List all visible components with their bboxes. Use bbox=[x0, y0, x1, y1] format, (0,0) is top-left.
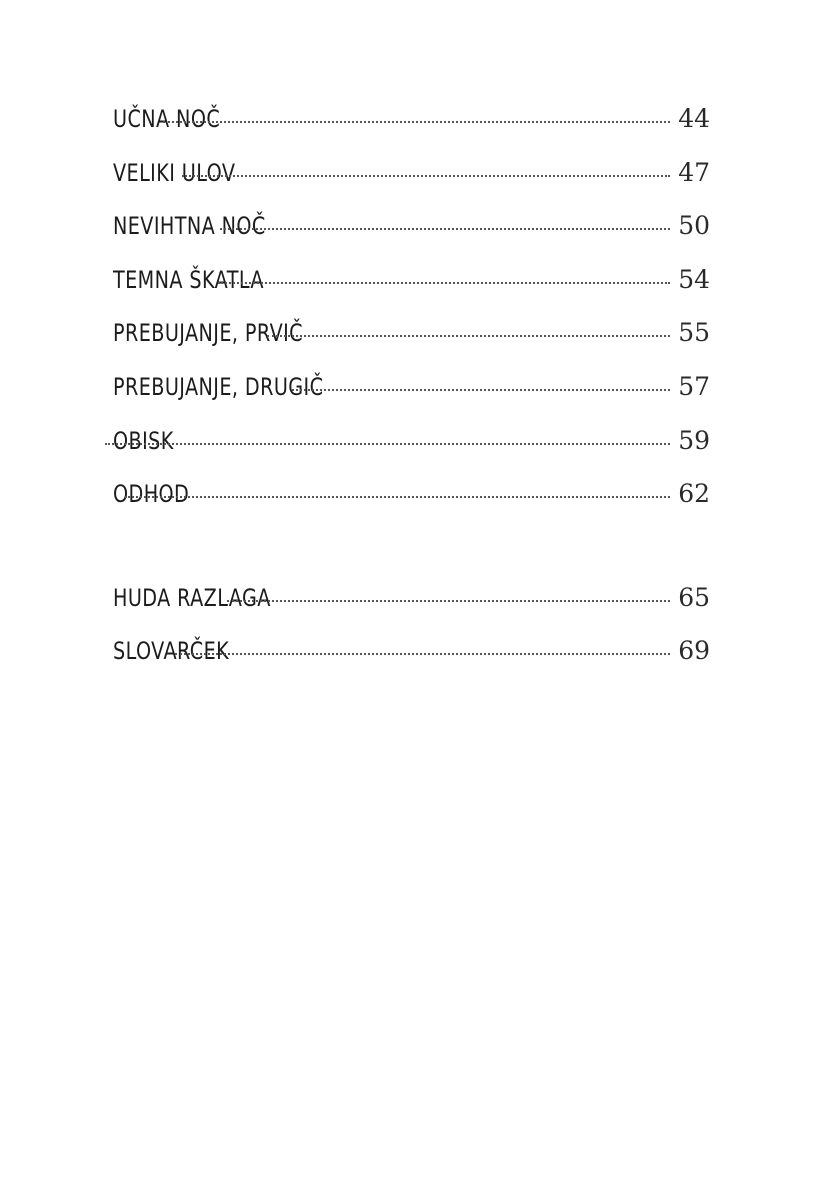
dot-leader bbox=[125, 496, 670, 498]
toc-group-appendix bbox=[113, 583, 710, 690]
dot-leader bbox=[105, 443, 670, 445]
dot-leader bbox=[218, 282, 670, 284]
dot-leader bbox=[267, 335, 670, 337]
toc-entry-page: 62 bbox=[678, 479, 710, 509]
dot-leader bbox=[182, 175, 670, 177]
toc-entry-title: HUDA RAZLAGA bbox=[113, 583, 271, 612]
toc-entry[interactable] bbox=[113, 265, 710, 319]
dot-leader bbox=[292, 389, 670, 391]
toc-entry[interactable] bbox=[113, 583, 710, 637]
dot-leader bbox=[227, 600, 671, 602]
dot-leader bbox=[175, 653, 671, 655]
toc-entry-title: OBISK bbox=[113, 426, 174, 455]
toc-entry-page: 50 bbox=[678, 211, 710, 241]
toc-entry-page: 57 bbox=[678, 371, 710, 401]
dot-leader bbox=[220, 228, 670, 230]
toc-entry[interactable] bbox=[113, 158, 710, 212]
toc-group-chapters bbox=[113, 104, 710, 533]
toc-entry-title: ODHOD bbox=[113, 480, 190, 509]
toc-entry-page: 59 bbox=[678, 425, 710, 455]
toc-entry[interactable] bbox=[113, 426, 710, 480]
toc-entry-title: SLOVARČEK bbox=[113, 637, 230, 666]
toc-entry-page: 65 bbox=[678, 582, 710, 612]
toc-entry-page: 44 bbox=[678, 104, 710, 133]
toc-entry[interactable] bbox=[113, 318, 710, 372]
toc-entry[interactable] bbox=[113, 211, 710, 265]
toc-entry-title: UČNA NOČ bbox=[113, 105, 221, 133]
toc-entry[interactable] bbox=[113, 636, 710, 690]
dot-leader bbox=[163, 121, 670, 123]
toc-entry[interactable] bbox=[113, 372, 710, 426]
toc-entry-title: PREBUJANJE, PRVIČ bbox=[113, 319, 303, 348]
toc-entry[interactable] bbox=[113, 104, 710, 158]
table-of-contents bbox=[113, 104, 710, 690]
toc-entry-title: TEMNA ŠKATLA bbox=[113, 265, 264, 294]
toc-entry[interactable] bbox=[113, 479, 710, 533]
toc-entry-page: 47 bbox=[678, 157, 710, 187]
toc-entry-page: 55 bbox=[678, 318, 710, 348]
toc-entry-title: VELIKI ULOV bbox=[113, 158, 236, 187]
toc-entry-page: 54 bbox=[678, 264, 710, 294]
toc-entry-title: PREBUJANJE, DRUGIČ bbox=[113, 372, 324, 401]
toc-entry-page: 69 bbox=[678, 636, 710, 666]
toc-entry-title: NEVIHTNA NOČ bbox=[113, 212, 266, 241]
